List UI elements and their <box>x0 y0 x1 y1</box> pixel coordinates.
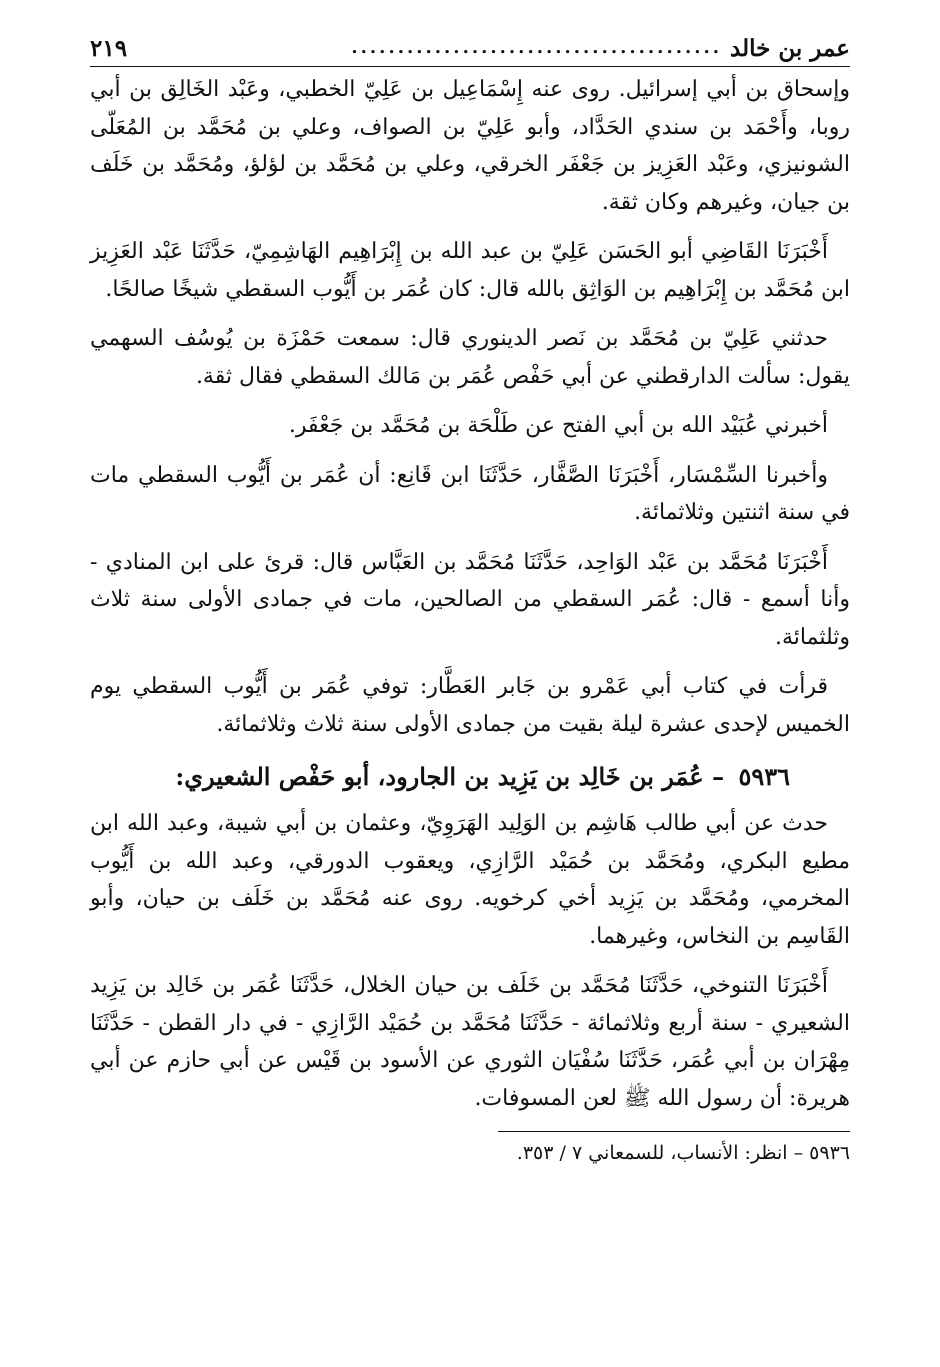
running-header-title: عمر بن خالد <box>730 34 850 62</box>
paragraph: أَخْبَرَنَا التنوخي، حَدَّثَنَا مُحَمَّد بن خَلَف بن حيان الخلال، حَدَّثَنَا عُمَر بن خَالِد بن يَزِيد الشعيري - سنة أربع وثلاثمائة - حَدَّثَنَا مُحَمَّد بن حُمَيْد الرَّازِي - في دار القطن - حَدَّثَنَا مِهْرَان بن أبي عُمَر، حَدَّثَنَا سُفْيَان الثوري عن الأسود بن قَيْس عن أبي حازم عن أبي هريرة: أن رسول الله ﷺ لعن المسوفات. <box>90 973 850 1111</box>
header-rule <box>90 66 850 67</box>
paragraph: حدثني عَلِيّ بن مُحَمَّد بن نَصر الدينوري قال: سمعت حَمْزَة بن يُوسُف السهمي يقول: سألت الدارقطني عن أبي حَفْص عُمَر بن مَالك السقطي فقال ثقة. <box>90 326 850 389</box>
paragraph: أَخْبَرَنَا مُحَمَّد بن عَبْد الوَاحِد، حَدَّثَنَا مُحَمَّد بن العَبَّاس قال: قرئ على ابن المنادي - وأنا أسمع - قال: عُمَر السقطي من الصالحين، مات في جمادى الأولى سنة ثلاث وثلثمائة. <box>90 549 850 650</box>
entry-heading <box>90 755 850 799</box>
paragraph: أخبرني عُبَيْد الله بن أبي الفتح عن طَلْحَة بن مُحَمَّد بن جَعْفَر. <box>288 413 828 438</box>
footnote: ٥٩٣٦ – انظر: الأنساب، للسمعاني ٧ / ٣٥٣. <box>516 1142 850 1164</box>
paragraph: قرأت في كتاب أبي عَمْرو بن جَابر العَطَّار: توفي عُمَر بن أَيُّوب السقطي يوم الخميس لإحدى عشرة ليلة بقيت من جمادى الأولى سنة ثلاث وثلاثمائة. <box>90 674 850 737</box>
entry-number: ٥٩٣٦ <box>738 762 790 791</box>
entry-dash: – <box>712 762 725 791</box>
paragraph: حدث عن أبي طالب هَاشِم بن الوَلِيد الهَرَوِيّ، وعثمان بن أبي شيبة، وعبد الله ابن مطيع البكري، ومُحَمَّد بن حُمَيْد الرَّازِي، ويعقوب الدورقي، وعبد الله بن أَيُّوب المخرمي، ومُحَمَّد بن يَزِيد أخي كرخويه. روى عنه مُحَمَّد بن خَلَف بن حيان، وأبو القَاسِم بن النخاس، وغيرهما. <box>90 811 850 949</box>
entry-title: عُمَر بن خَالِد بن يَزِيد بن الجارود، أبو حَفْص الشعيري: <box>175 762 704 791</box>
paragraph: أَخْبَرَنَا القَاضِي أبو الحَسَن عَلِيّ بن عبد الله بن إِبْرَاهِيم الهَاشِمِيّ، حَدَّثَنَا عَبْد العَزِيز ابن مُحَمَّد بن إِبْرَاهِيم بن الوَاثِق بالله قال: كان عُمَر بن أَيُّوب السقطي شيخًا صالحًا. <box>90 239 850 302</box>
paragraph-continuation: وإسحاق بن أبي إسرائيل. روى عنه إِسْمَاعِيل بن عَلِيّ الخطبي، وعَبْد الخَالِق بن أبي روبا، وأَحْمَد بن سندي الحَدَّاد، وأبو عَلِيّ بن الصواف، وعلي بن مُحَمَّد بن المُعَلّى الشونيزي، وعَبْد العَزِيز بن جَعْفَر الخرقي، وعلي بن مُحَمَّد بن لؤلؤ، ومُحَمَّد بن خَلَف بن جيان، وغيرهم وكان ثقة. <box>90 77 850 215</box>
body-text <box>90 71 850 1117</box>
document-page <box>90 30 850 1350</box>
running-header-dots: ........................................ <box>351 39 723 57</box>
footnote-rule <box>498 1131 850 1132</box>
page-number: ٢١٩ <box>90 34 128 62</box>
running-header <box>90 30 850 66</box>
paragraph: وأخبرنا السِّمْسَار، أَخْبَرَنَا الصَّفَّار، حَدَّثَنَا ابن قَانِع: أن عُمَر بن أَيُّوب السقطي مات في سنة اثنتين وثلاثمائة. <box>90 462 850 525</box>
